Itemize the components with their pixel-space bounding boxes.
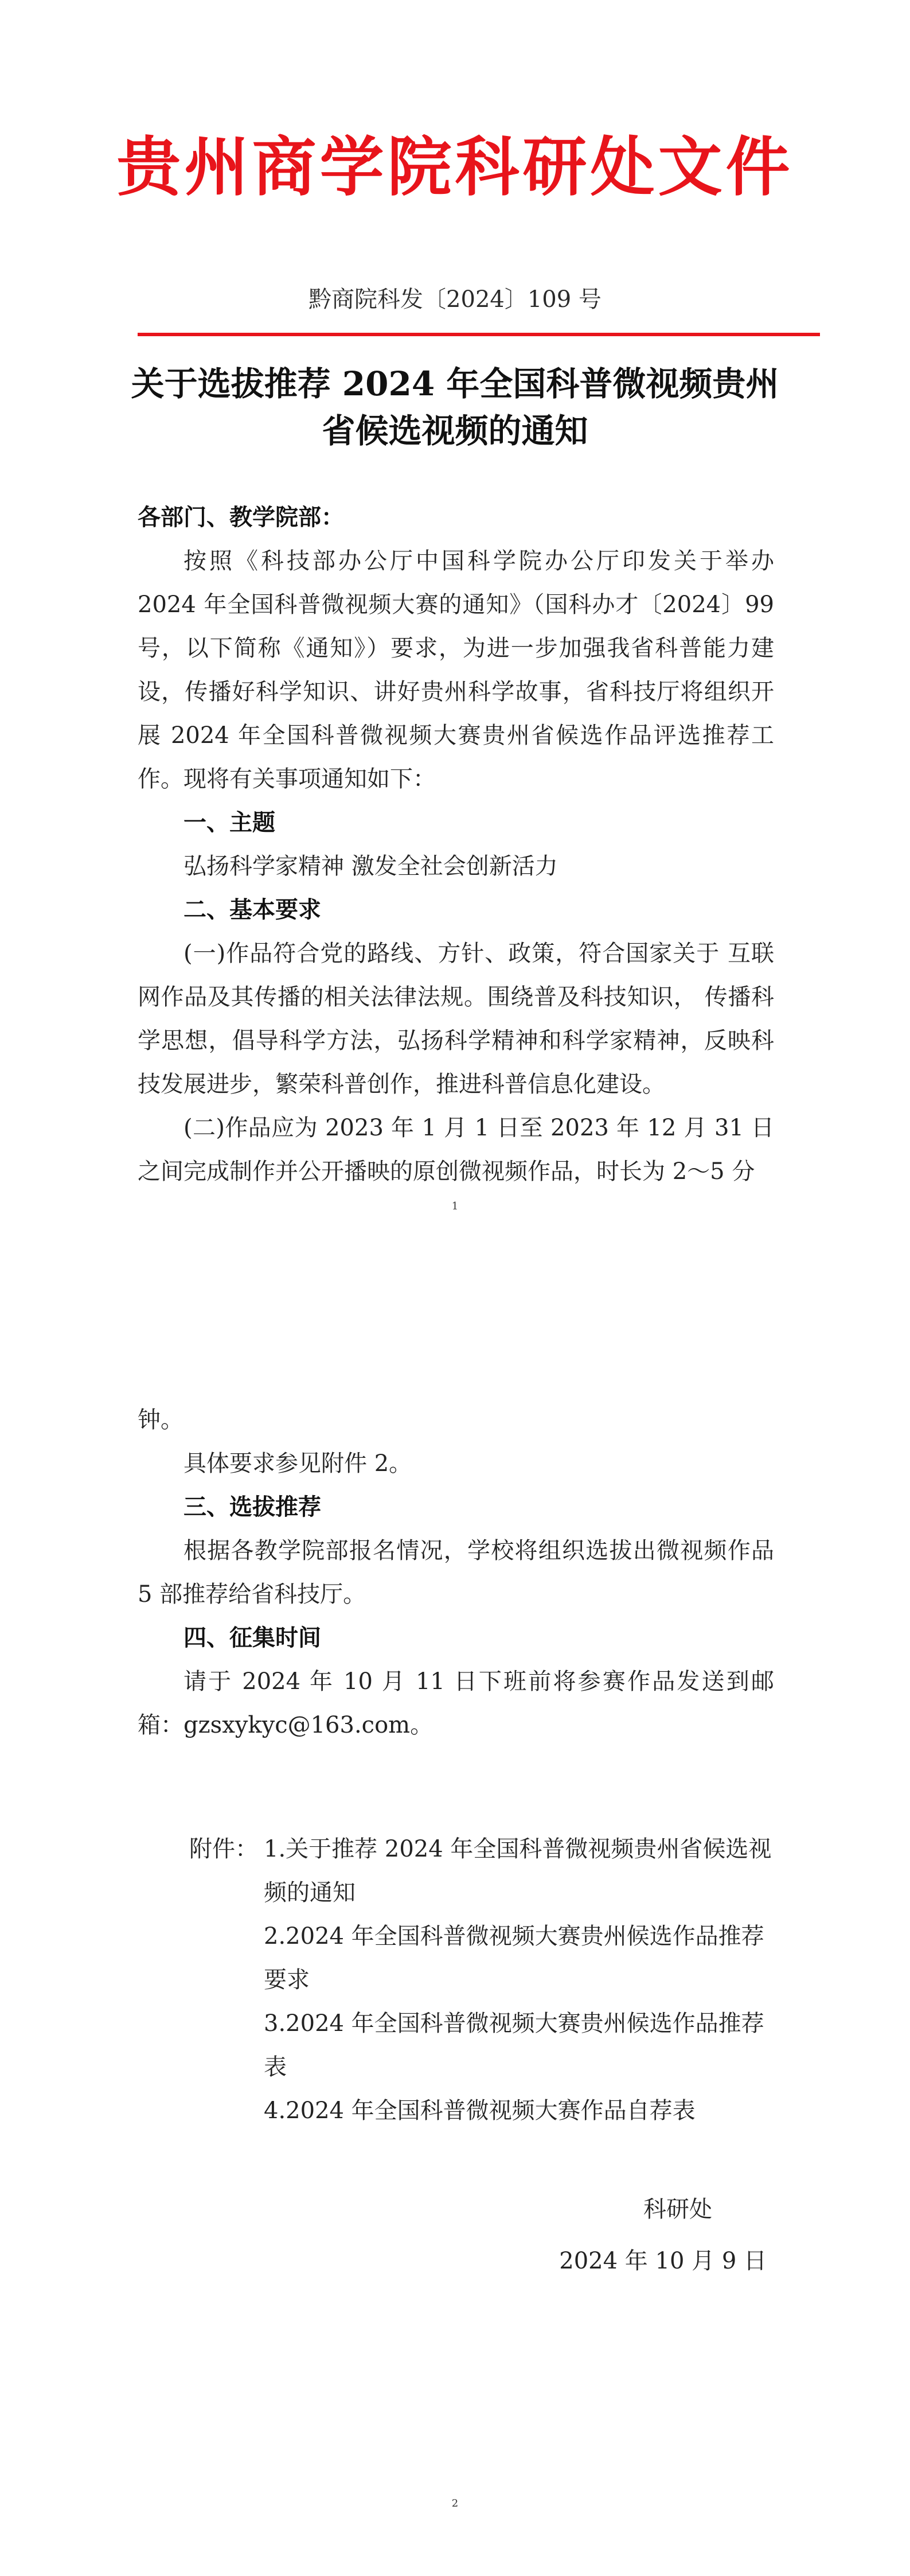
document-header-title: 贵州商学院科研处文件: [116, 130, 794, 205]
attachment-item-3: 3.2024 年全国科普微视频大赛贵州候选作品推荐表: [264, 2010, 764, 2080]
section-3-text: 根据各教学院部报名情况，学校将组织选拔出微视频作品 5 部推荐给省科技厅。: [138, 1538, 774, 1608]
attachments-list: [189, 1827, 774, 2133]
section-1-text: 弘扬科学家精神 激发全社会创新活力: [183, 853, 558, 880]
section-2-item-2-part-1: (二)作品应为 2023 年 1 月 1 日至 2023 年 12 月 31 日 之间完成制作并公开播映的原创微视频作品，时长为 2～5 分: [138, 1115, 774, 1185]
section-2-item-1: (一)作品符合党的路线、方针、政策，符合国家关于 互联网作品及其传播的相关法律法规。围绕普及科技知识， 传播科学思想，倡导科学方法，弘扬科学精神和科学家精神，反映科技发展进步，繁荣科普创作，推进科普信息化建设。: [138, 940, 774, 1098]
document-number: 黔商院科发〔2024〕109 号: [308, 286, 602, 313]
signature-date: 2024 年 10 月 9 日: [559, 2248, 767, 2274]
notice-title: [115, 360, 795, 454]
attachment-item-1: 1.关于推荐 2024 年全国科普微视频贵州省候选视频的通知: [264, 1836, 772, 1906]
page-1-body: [138, 496, 774, 1193]
section-1-heading: 一、主题: [183, 810, 275, 836]
page-number-2: 2: [451, 2497, 459, 2509]
header-red-rule: [138, 333, 820, 336]
section-3-heading: 三、选拔推荐: [183, 1494, 321, 1520]
document-page-2: [0, 1288, 910, 2576]
section-2-item-2-part-2: 钟。: [138, 1407, 183, 1433]
section-2-heading: 二、基本要求: [183, 897, 321, 923]
salutation: 各部门、教学院部：: [138, 504, 344, 531]
signature-org: 科研处: [643, 2196, 712, 2223]
page-number-1: 1: [451, 1200, 459, 1212]
section-4-heading: 四、征集时间: [183, 1625, 321, 1651]
notice-title-line-2: 省候选视频的通知: [322, 411, 588, 450]
attachment-item-2: 2.2024 年全国科普微视频大赛贵州候选作品推荐要求: [264, 1923, 764, 1993]
page-2-body: [138, 1398, 774, 1747]
signature-block: [559, 2192, 767, 2278]
section-2-item-2-note: 具体要求参见附件 2。: [183, 1450, 412, 1477]
attachments-label: 附件：: [189, 1836, 258, 1862]
section-4-text: 请于 2024 年 10 月 11 日下班前将参赛作品发送到邮箱：gzsxykyc@163.com。: [138, 1668, 774, 1738]
attachment-item-4: 4.2024 年全国科普微视频大赛作品自荐表: [264, 2098, 696, 2124]
intro-paragraph: 按照《科技部办公厅中国科学院办公厅印发关于举办 2024 年全国科普微视频大赛的通知》（国科办才〔2024〕99 号，以下简称《通知》）要求，为进一步加强我省科普能力建设，传播好科学知识、讲好贵州科学故事，省科技厅将组织开展 2024 年全国科普微视频大赛贵州省候选作品评选推荐工作。现将有关事项通知如下：: [138, 548, 774, 792]
notice-title-line-1: 关于选拔推荐 2024 年全国科普微视频贵州: [131, 364, 779, 403]
